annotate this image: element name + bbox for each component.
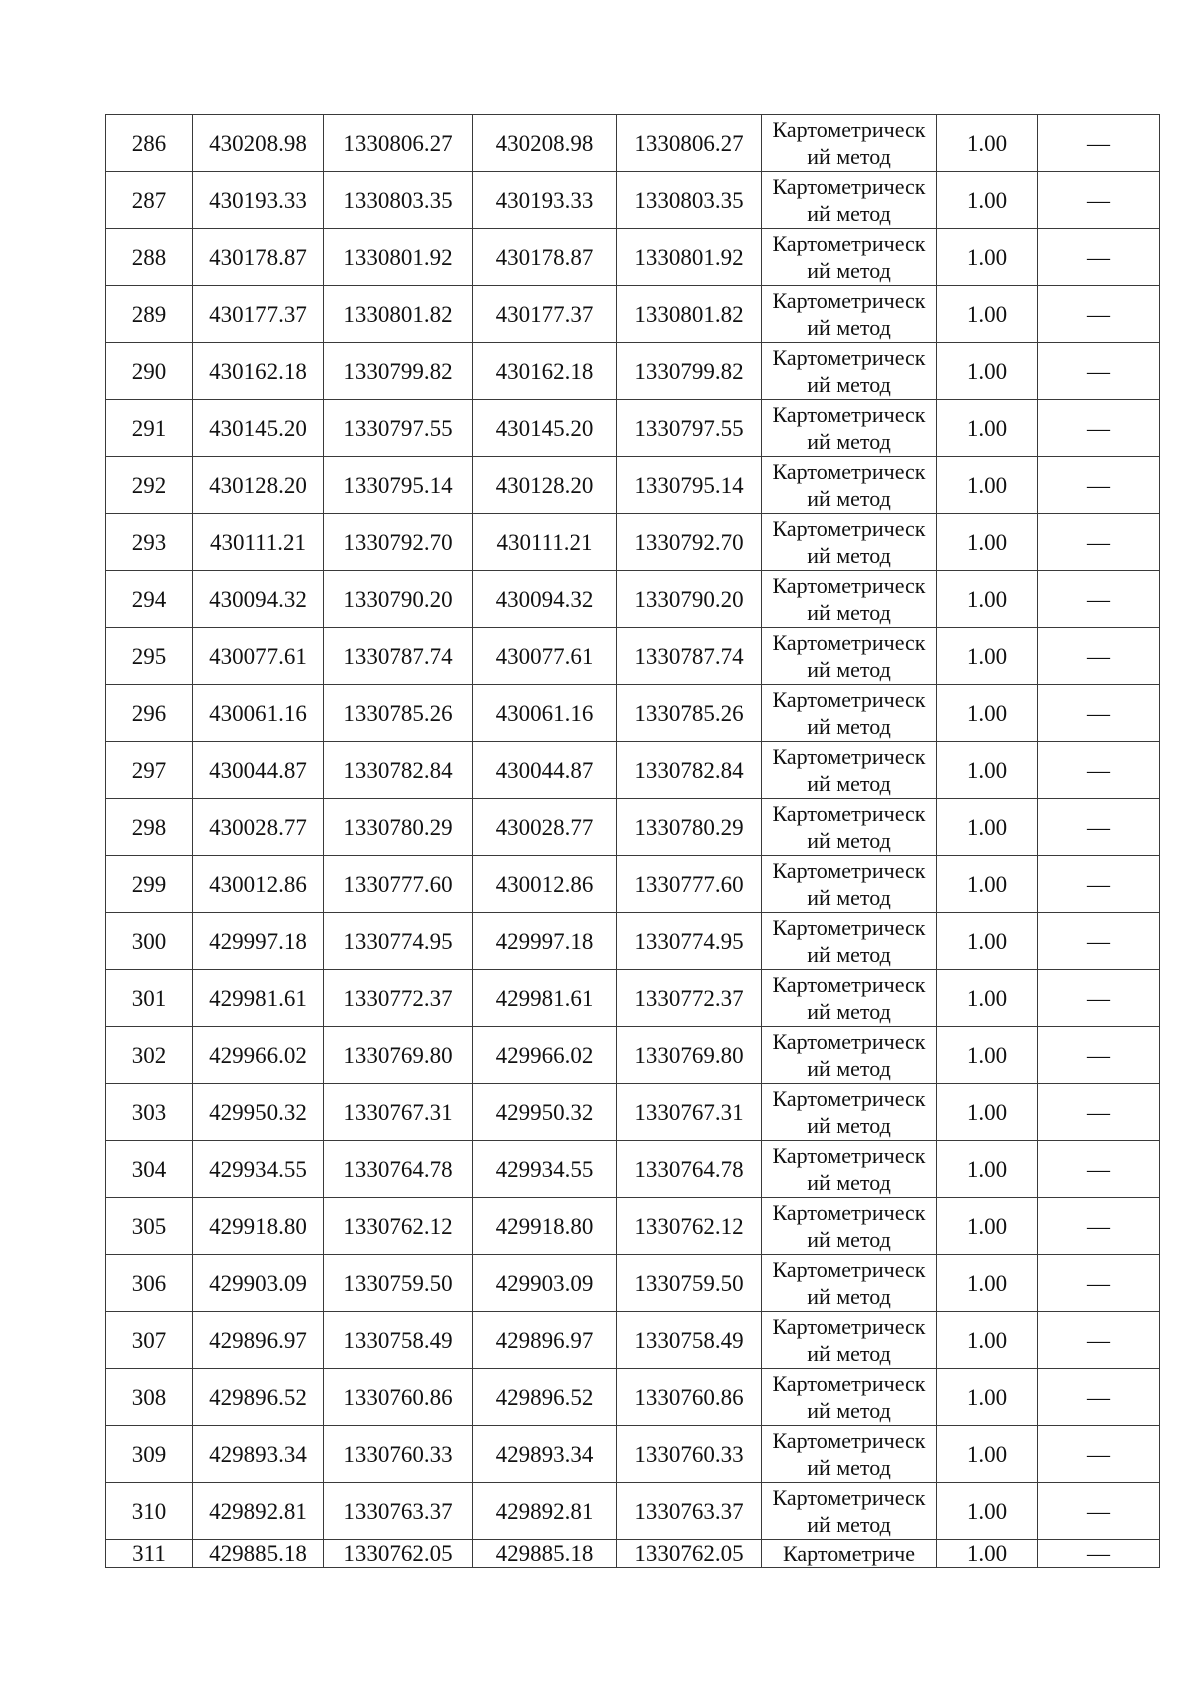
note-cell: — (1038, 913, 1160, 970)
x-coordinate-alt-cell: 430094.32 (473, 571, 617, 628)
method-cell: Картометрический метод (762, 1198, 937, 1255)
method-cell: Картометрический метод (762, 1084, 937, 1141)
y-coordinate-cell: 1330759.50 (324, 1255, 473, 1312)
note-cell: — (1038, 1027, 1160, 1084)
method-cell: Картометрический метод (762, 571, 937, 628)
accuracy-cell: 1.00 (937, 115, 1038, 172)
y-coordinate-cell: 1330777.60 (324, 856, 473, 913)
x-coordinate-alt-cell: 430145.20 (473, 400, 617, 457)
x-coordinate-alt-cell: 430177.37 (473, 286, 617, 343)
point-number-cell: 296 (106, 685, 193, 742)
point-number-cell: 300 (106, 913, 193, 970)
y-coordinate-alt-cell: 1330803.35 (617, 172, 762, 229)
x-coordinate-alt-cell: 429966.02 (473, 1027, 617, 1084)
accuracy-cell: 1.00 (937, 1312, 1038, 1369)
table-row (106, 1084, 1160, 1141)
x-coordinate-cell: 430061.16 (193, 685, 324, 742)
x-coordinate-cell: 430111.21 (193, 514, 324, 571)
x-coordinate-alt-cell: 430178.87 (473, 229, 617, 286)
x-coordinate-cell: 429981.61 (193, 970, 324, 1027)
y-coordinate-cell: 1330772.37 (324, 970, 473, 1027)
method-cell: Картометрический метод (762, 400, 937, 457)
x-coordinate-alt-cell: 429950.32 (473, 1084, 617, 1141)
x-coordinate-cell: 429918.80 (193, 1198, 324, 1255)
note-cell: — (1038, 1369, 1160, 1426)
y-coordinate-cell: 1330758.49 (324, 1312, 473, 1369)
x-coordinate-cell: 430193.33 (193, 172, 324, 229)
point-number-cell: 303 (106, 1084, 193, 1141)
y-coordinate-cell: 1330785.26 (324, 685, 473, 742)
method-cell: Картометрический метод (762, 172, 937, 229)
y-coordinate-cell: 1330780.29 (324, 799, 473, 856)
x-coordinate-cell: 429893.34 (193, 1426, 324, 1483)
y-coordinate-alt-cell: 1330762.12 (617, 1198, 762, 1255)
note-cell: — (1038, 172, 1160, 229)
x-coordinate-cell: 430145.20 (193, 400, 324, 457)
y-coordinate-alt-cell: 1330797.55 (617, 400, 762, 457)
point-number-cell: 294 (106, 571, 193, 628)
accuracy-cell: 1.00 (937, 628, 1038, 685)
method-cell: Картометрический метод (762, 115, 937, 172)
y-coordinate-alt-cell: 1330774.95 (617, 913, 762, 970)
x-coordinate-alt-cell: 430208.98 (473, 115, 617, 172)
y-coordinate-alt-cell: 1330777.60 (617, 856, 762, 913)
x-coordinate-alt-cell: 430193.33 (473, 172, 617, 229)
point-number-cell: 289 (106, 286, 193, 343)
note-cell: — (1038, 286, 1160, 343)
note-cell: — (1038, 400, 1160, 457)
y-coordinate-cell: 1330803.35 (324, 172, 473, 229)
accuracy-cell: 1.00 (937, 1198, 1038, 1255)
table-row (106, 1198, 1160, 1255)
y-coordinate-cell: 1330806.27 (324, 115, 473, 172)
x-coordinate-cell: 430077.61 (193, 628, 324, 685)
x-coordinate-cell: 430128.20 (193, 457, 324, 514)
accuracy-cell: 1.00 (937, 1483, 1038, 1540)
x-coordinate-cell: 429950.32 (193, 1084, 324, 1141)
note-cell: — (1038, 628, 1160, 685)
point-number-cell: 290 (106, 343, 193, 400)
x-coordinate-cell: 430028.77 (193, 799, 324, 856)
y-coordinate-alt-cell: 1330759.50 (617, 1255, 762, 1312)
method-cell: Картометрический метод (762, 628, 937, 685)
note-cell: — (1038, 1141, 1160, 1198)
note-cell: — (1038, 229, 1160, 286)
note-cell: — (1038, 685, 1160, 742)
method-cell: Картометрический метод (762, 1426, 937, 1483)
x-coordinate-cell: 430094.32 (193, 571, 324, 628)
point-number-cell: 308 (106, 1369, 193, 1426)
x-coordinate-cell: 430178.87 (193, 229, 324, 286)
x-coordinate-cell: 430012.86 (193, 856, 324, 913)
table-row (106, 115, 1160, 172)
table-row (106, 1255, 1160, 1312)
x-coordinate-cell: 430208.98 (193, 115, 324, 172)
note-cell: — (1038, 799, 1160, 856)
y-coordinate-cell: 1330797.55 (324, 400, 473, 457)
accuracy-cell: 1.00 (937, 970, 1038, 1027)
accuracy-cell: 1.00 (937, 1141, 1038, 1198)
table-row (106, 400, 1160, 457)
point-number-cell: 291 (106, 400, 193, 457)
point-number-cell: 299 (106, 856, 193, 913)
table-row (106, 286, 1160, 343)
point-number-cell: 298 (106, 799, 193, 856)
method-cell: Картометрический метод (762, 1255, 937, 1312)
method-cell: Картометрический метод (762, 457, 937, 514)
x-coordinate-alt-cell: 430111.21 (473, 514, 617, 571)
accuracy-cell: 1.00 (937, 172, 1038, 229)
accuracy-cell: 1.00 (937, 400, 1038, 457)
y-coordinate-alt-cell: 1330801.92 (617, 229, 762, 286)
table-body (106, 115, 1160, 1568)
x-coordinate-alt-cell: 429893.34 (473, 1426, 617, 1483)
y-coordinate-cell: 1330792.70 (324, 514, 473, 571)
table-row (106, 571, 1160, 628)
accuracy-cell: 1.00 (937, 742, 1038, 799)
y-coordinate-cell: 1330767.31 (324, 1084, 473, 1141)
note-cell: — (1038, 343, 1160, 400)
method-cell: Картометрический метод (762, 1027, 937, 1084)
table-row (106, 1483, 1160, 1540)
y-coordinate-alt-cell: 1330758.49 (617, 1312, 762, 1369)
note-cell: — (1038, 742, 1160, 799)
method-cell: Картометрический метод (762, 856, 937, 913)
y-coordinate-alt-cell: 1330763.37 (617, 1483, 762, 1540)
point-number-cell: 302 (106, 1027, 193, 1084)
point-number-cell: 293 (106, 514, 193, 571)
y-coordinate-cell: 1330760.33 (324, 1426, 473, 1483)
table-row (106, 913, 1160, 970)
accuracy-cell: 1.00 (937, 799, 1038, 856)
note-cell: — (1038, 1198, 1160, 1255)
table-row (106, 1312, 1160, 1369)
note-cell: — (1038, 1483, 1160, 1540)
y-coordinate-cell: 1330760.86 (324, 1369, 473, 1426)
y-coordinate-cell: 1330763.37 (324, 1483, 473, 1540)
method-cell: Картометрический метод (762, 1369, 937, 1426)
x-coordinate-alt-cell: 429981.61 (473, 970, 617, 1027)
y-coordinate-alt-cell: 1330801.82 (617, 286, 762, 343)
x-coordinate-cell: 429997.18 (193, 913, 324, 970)
method-cell: Картометрический метод (762, 1312, 937, 1369)
method-cell: Картометрический метод (762, 685, 937, 742)
method-cell: Картометрический метод (762, 913, 937, 970)
y-coordinate-cell: 1330799.82 (324, 343, 473, 400)
note-cell: — (1038, 1312, 1160, 1369)
table-row (106, 172, 1160, 229)
point-number-cell: 301 (106, 970, 193, 1027)
accuracy-cell: 1.00 (937, 457, 1038, 514)
y-coordinate-cell: 1330762.05 (324, 1540, 473, 1568)
y-coordinate-cell: 1330764.78 (324, 1141, 473, 1198)
x-coordinate-alt-cell: 430128.20 (473, 457, 617, 514)
y-coordinate-alt-cell: 1330767.31 (617, 1084, 762, 1141)
method-cell: Картометрический метод (762, 286, 937, 343)
table-row (106, 229, 1160, 286)
y-coordinate-cell: 1330782.84 (324, 742, 473, 799)
x-coordinate-cell: 429934.55 (193, 1141, 324, 1198)
x-coordinate-alt-cell: 429918.80 (473, 1198, 617, 1255)
point-number-cell: 307 (106, 1312, 193, 1369)
x-coordinate-alt-cell: 429896.97 (473, 1312, 617, 1369)
note-cell: — (1038, 1255, 1160, 1312)
accuracy-cell: 1.00 (937, 343, 1038, 400)
table-row (106, 1369, 1160, 1426)
table-row (106, 799, 1160, 856)
y-coordinate-cell: 1330787.74 (324, 628, 473, 685)
table-row (106, 514, 1160, 571)
y-coordinate-cell: 1330774.95 (324, 913, 473, 970)
y-coordinate-cell: 1330795.14 (324, 457, 473, 514)
point-number-cell: 292 (106, 457, 193, 514)
y-coordinate-alt-cell: 1330760.33 (617, 1426, 762, 1483)
y-coordinate-alt-cell: 1330799.82 (617, 343, 762, 400)
coordinates-table (105, 114, 1160, 1568)
point-number-cell: 311 (106, 1540, 193, 1568)
table-row (106, 1027, 1160, 1084)
method-cell: Картометрический метод (762, 970, 937, 1027)
note-cell: — (1038, 1084, 1160, 1141)
note-cell: — (1038, 115, 1160, 172)
accuracy-cell: 1.00 (937, 571, 1038, 628)
point-number-cell: 304 (106, 1141, 193, 1198)
table-row (106, 457, 1160, 514)
table-row (106, 742, 1160, 799)
y-coordinate-alt-cell: 1330806.27 (617, 115, 762, 172)
accuracy-cell: 1.00 (937, 1540, 1038, 1568)
accuracy-cell: 1.00 (937, 856, 1038, 913)
accuracy-cell: 1.00 (937, 286, 1038, 343)
y-coordinate-cell: 1330769.80 (324, 1027, 473, 1084)
y-coordinate-alt-cell: 1330769.80 (617, 1027, 762, 1084)
y-coordinate-alt-cell: 1330792.70 (617, 514, 762, 571)
x-coordinate-alt-cell: 430077.61 (473, 628, 617, 685)
y-coordinate-alt-cell: 1330787.74 (617, 628, 762, 685)
point-number-cell: 309 (106, 1426, 193, 1483)
method-cell: Картометрический метод (762, 742, 937, 799)
y-coordinate-cell: 1330762.12 (324, 1198, 473, 1255)
accuracy-cell: 1.00 (937, 685, 1038, 742)
y-coordinate-alt-cell: 1330790.20 (617, 571, 762, 628)
x-coordinate-cell: 430044.87 (193, 742, 324, 799)
table-row (106, 1426, 1160, 1483)
note-cell: — (1038, 1426, 1160, 1483)
point-number-cell: 288 (106, 229, 193, 286)
note-cell: — (1038, 571, 1160, 628)
accuracy-cell: 1.00 (937, 913, 1038, 970)
x-coordinate-cell: 429903.09 (193, 1255, 324, 1312)
x-coordinate-alt-cell: 429896.52 (473, 1369, 617, 1426)
x-coordinate-alt-cell: 429903.09 (473, 1255, 617, 1312)
y-coordinate-alt-cell: 1330772.37 (617, 970, 762, 1027)
note-cell: — (1038, 970, 1160, 1027)
method-cell: Картометрический метод (762, 343, 937, 400)
y-coordinate-alt-cell: 1330760.86 (617, 1369, 762, 1426)
note-cell: — (1038, 457, 1160, 514)
accuracy-cell: 1.00 (937, 1255, 1038, 1312)
point-number-cell: 310 (106, 1483, 193, 1540)
x-coordinate-cell: 430177.37 (193, 286, 324, 343)
note-cell: — (1038, 856, 1160, 913)
x-coordinate-alt-cell: 429997.18 (473, 913, 617, 970)
note-cell: — (1038, 1540, 1160, 1568)
y-coordinate-cell: 1330801.92 (324, 229, 473, 286)
accuracy-cell: 1.00 (937, 514, 1038, 571)
y-coordinate-cell: 1330801.82 (324, 286, 473, 343)
x-coordinate-alt-cell: 429934.55 (473, 1141, 617, 1198)
y-coordinate-alt-cell: 1330782.84 (617, 742, 762, 799)
x-coordinate-alt-cell: 430044.87 (473, 742, 617, 799)
point-number-cell: 305 (106, 1198, 193, 1255)
y-coordinate-alt-cell: 1330795.14 (617, 457, 762, 514)
table-row (106, 628, 1160, 685)
table-row (106, 685, 1160, 742)
y-coordinate-alt-cell: 1330764.78 (617, 1141, 762, 1198)
table-row (106, 856, 1160, 913)
x-coordinate-alt-cell: 429892.81 (473, 1483, 617, 1540)
y-coordinate-alt-cell: 1330785.26 (617, 685, 762, 742)
x-coordinate-cell: 429892.81 (193, 1483, 324, 1540)
method-cell: Картометрический метод (762, 514, 937, 571)
x-coordinate-alt-cell: 430162.18 (473, 343, 617, 400)
accuracy-cell: 1.00 (937, 1084, 1038, 1141)
x-coordinate-cell: 429896.97 (193, 1312, 324, 1369)
y-coordinate-alt-cell: 1330780.29 (617, 799, 762, 856)
method-cell: Картометрический метод (762, 229, 937, 286)
x-coordinate-alt-cell: 430028.77 (473, 799, 617, 856)
point-number-cell: 297 (106, 742, 193, 799)
table-row (106, 1540, 1160, 1568)
point-number-cell: 287 (106, 172, 193, 229)
point-number-cell: 295 (106, 628, 193, 685)
point-number-cell: 306 (106, 1255, 193, 1312)
x-coordinate-alt-cell: 430061.16 (473, 685, 617, 742)
table-row (106, 1141, 1160, 1198)
accuracy-cell: 1.00 (937, 1369, 1038, 1426)
x-coordinate-cell: 430162.18 (193, 343, 324, 400)
accuracy-cell: 1.00 (937, 1426, 1038, 1483)
x-coordinate-alt-cell: 430012.86 (473, 856, 617, 913)
method-cell: Картометрический метод (762, 1483, 937, 1540)
table-row (106, 970, 1160, 1027)
x-coordinate-cell: 429966.02 (193, 1027, 324, 1084)
accuracy-cell: 1.00 (937, 229, 1038, 286)
x-coordinate-cell: 429885.18 (193, 1540, 324, 1568)
accuracy-cell: 1.00 (937, 1027, 1038, 1084)
note-cell: — (1038, 514, 1160, 571)
x-coordinate-alt-cell: 429885.18 (473, 1540, 617, 1568)
method-cell: Картометрический метод (762, 799, 937, 856)
table-row (106, 343, 1160, 400)
method-cell: Картометриче (762, 1540, 937, 1568)
x-coordinate-cell: 429896.52 (193, 1369, 324, 1426)
y-coordinate-cell: 1330790.20 (324, 571, 473, 628)
point-number-cell: 286 (106, 115, 193, 172)
y-coordinate-alt-cell: 1330762.05 (617, 1540, 762, 1568)
method-cell: Картометрический метод (762, 1141, 937, 1198)
